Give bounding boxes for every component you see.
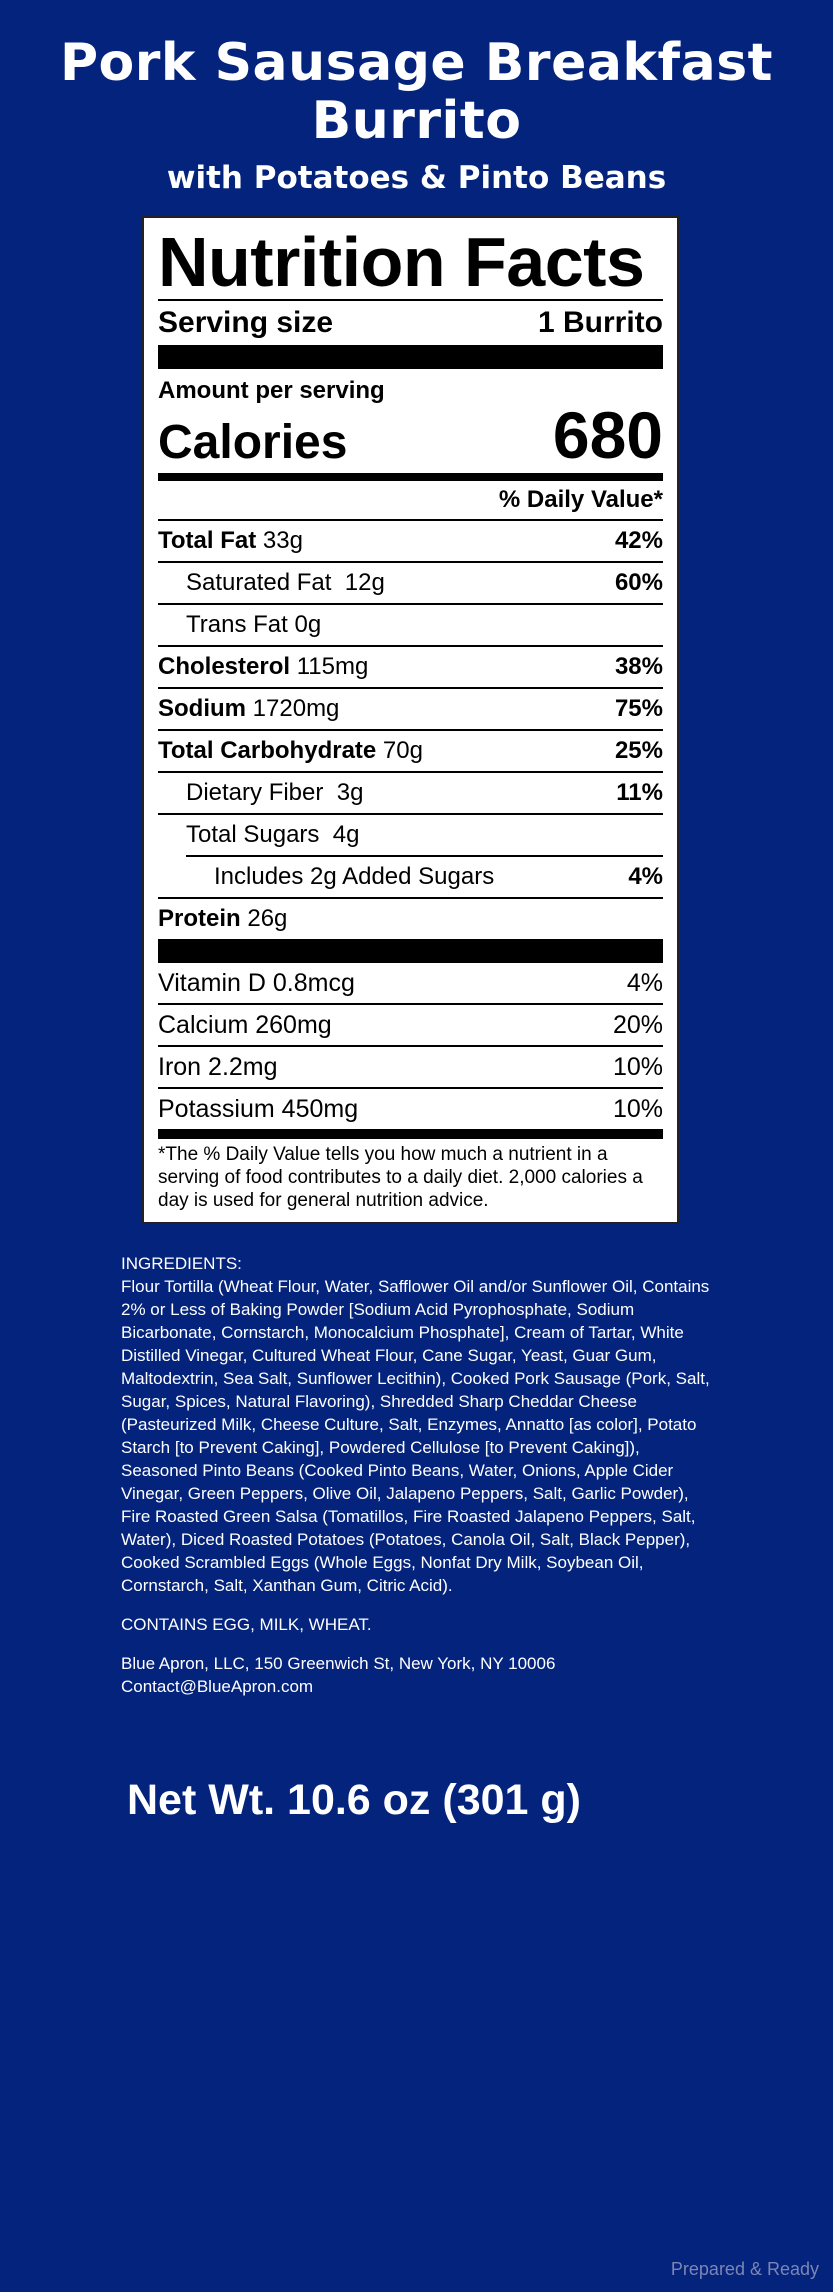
nutrient-row-trans-fat [158,603,663,645]
vitamin-row-vitamin-d [158,963,663,1003]
nutrient-amount: 115mg [296,653,369,680]
vitamin-row-potassium [158,1087,663,1129]
vitamin-row-iron [158,1045,663,1087]
nutrient-name: Total Fat [158,527,257,554]
nutrition-facts-label [142,216,679,1224]
brand-tag: Prepared & Ready [670,2259,819,2279]
nutrient-row-total-fat [158,519,663,561]
vitamin-amount: 2.2mg [208,1053,278,1081]
nutrient-amount: 33g [262,527,303,554]
serving-size-value: 1 Burrito [537,306,663,339]
nutrient-row-added-sugars [186,855,663,897]
allergen-statement: CONTAINS EGG, MILK, WHEAT. [121,1615,372,1634]
nutrient-dv: 75% [614,695,663,722]
nutrient-amount: 26g [247,905,288,932]
amount-per-serving: Amount per serving [158,377,385,404]
nutrient-name: Includes 2g Added Sugars [214,863,495,890]
vitamin-name: Potassium [158,1095,275,1123]
ingredients-text: Flour Tortilla (Wheat Flour, Water, Safflower Oil and/or Sunflower Oil, Contains 2% or Less of Baking Powder [Sodium Acid Pyrophosphate, Sodium Bicarbonate, Cornstarch, Monocalcium Phosphate], Cream of Tartar, White Distilled Vinegar, Cultured Wheat Flour, Cane Sugar, Yeast, Guar Gum, Maltodextrin, Sea Salt, Sunflower Lecithin), Cooked Pork Sausage (Pork, Salt, Sugar, Spices, Natural Flavoring), Shredded Sharp Cheddar Cheese (Pasteurized Milk, Cheese Culture, Salt, Enzymes, Annatto [as color], Potato Starch [to Prevent Caking], Powdered Cellulose [to Prevent Caking]), Seasoned Pinto Beans (Cooked Pinto Beans, Water, Onions, Apple Cider Vinegar, Green Peppers, Olive Oil, Jalapeno Peppers, Salt, Garlic Powder), Fire Roasted Green Salsa (Tomatillos, Fire Roasted Jalapeno Peppers, Salt, Water), Diced Roasted Potatoes (Potatoes, Canola Oil, Salt, Black Pepper), Cooked Scrambled Eggs (Whole Eggs, Nonfat Dry Milk, Soybean Oil, Cornstarch, Salt, Xanthan Gum, Citric Acid). [121,1277,710,1595]
vitamin-name: Calcium [158,1011,249,1039]
nutrient-row-cholesterol [158,645,663,687]
calories-value: 680 [552,398,663,472]
vitamin-amount: 450mg [281,1095,359,1123]
company-email: Contact@BlueApron.com [121,1677,314,1696]
ingredients-section [121,1252,721,1698]
nutrient-name: Sodium [158,695,246,722]
nutrient-dv: 38% [614,653,663,680]
nutrient-dv: 42% [614,527,663,554]
calories-row [158,398,663,473]
net-weight: Net Wt. 10.6 oz (301 g) [127,1776,581,1824]
nutrient-name: Total Carbohydrate [158,737,377,764]
vitamin-name: Iron [158,1053,202,1081]
calories-label: Calories [158,416,348,469]
nutrient-row-total-carbohydrate [158,729,663,771]
nutrient-row-sodium [158,687,663,729]
vitamin-row-calcium [158,1003,663,1045]
ingredients-heading: INGREDIENTS: [121,1254,242,1273]
vitamin-name: Vitamin D [158,969,266,997]
nutrient-name: Saturated Fat [186,569,332,596]
nutrient-name: Total Sugars [186,821,320,848]
nutrient-row-dietary-fiber [158,771,663,813]
nutrient-dv: 25% [614,737,663,764]
company-address: Blue Apron, LLC, 150 Greenwich St, New York, NY 10006 [121,1654,556,1673]
nutrient-dv: 4% [628,863,663,890]
product-subtitle: with Potatoes & Pinto Beans [166,160,667,196]
nutrient-row-saturated-fat [158,561,663,603]
nutrient-row-protein [158,897,663,939]
nutrition-facts-heading: Nutrition Facts [158,223,645,301]
nutrient-name: Cholesterol [158,653,291,680]
vitamin-dv: 10% [612,1095,663,1123]
nutrient-name: Dietary Fiber [186,779,324,806]
vitamin-dv: 10% [612,1053,663,1081]
vitamin-amount: 260mg [255,1011,332,1039]
vitamin-dv: 20% [612,1011,663,1039]
nutrient-amount: 4g [332,821,360,848]
product-title: Pork Sausage Breakfast Burrito [59,33,774,151]
nutrient-amount: 1720mg [252,695,340,722]
vitamin-dv: 4% [626,969,663,997]
nutrient-dv: 11% [616,779,663,806]
serving-size-row [158,301,663,345]
vitamin-amount: 0.8mcg [272,969,355,997]
nutrient-dv: 60% [614,569,663,596]
serving-size-label: Serving size [158,306,334,339]
nutrient-amount: 12g [344,569,385,596]
nutrient-row-total-sugars [158,813,663,855]
nutrient-name: Protein [158,905,241,932]
nutrient-amount: 0g [294,611,322,638]
nutrient-amount: 3g [336,779,364,806]
product-header [0,34,833,196]
daily-value-footnote: *The % Daily Value tells you how much a nutrient in a serving of food contributes to a daily diet. 2,000 calories a day is used for general nutrition advice. [158,1144,643,1211]
daily-value-header: % Daily Value* [498,486,663,513]
nutrient-amount: 70g [382,737,423,764]
nutrient-name: Trans Fat [186,611,288,638]
